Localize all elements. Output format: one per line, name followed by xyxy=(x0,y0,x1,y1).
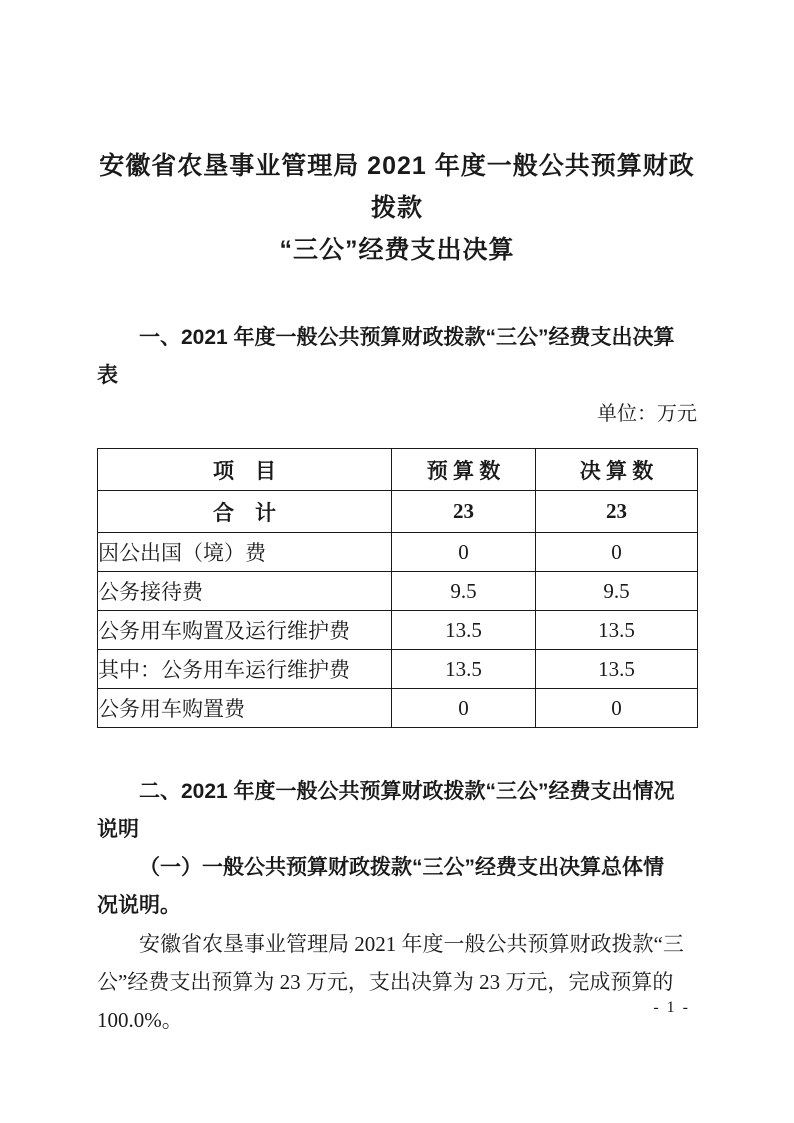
section2-heading-line-2: 说明 xyxy=(97,818,139,841)
row-final-vehicle-operation: 13.5 xyxy=(536,650,698,689)
expense-table xyxy=(97,448,698,728)
row-final-vehicle-purchase: 0 xyxy=(536,689,698,728)
document-title xyxy=(97,145,697,271)
row-budget-abroad: 0 xyxy=(392,533,536,572)
row-final-reception: 9.5 xyxy=(536,572,698,611)
section2-sub-heading-line-1: （一）一般公共预算财政拨款“三公”经费支出决算总体情 xyxy=(139,856,664,879)
section2-heading xyxy=(97,773,697,849)
paragraph-line-1: 安徽省农垦事业管理局 2021 年度一般公共预算财政拨款“三 xyxy=(139,932,684,956)
section1-heading-line-1: 一、2021 年度一般公共预算财政拨款“三公”经费支出决算 xyxy=(139,326,675,349)
header-budget: 预 算 数 xyxy=(392,449,536,491)
document-title-line-1: 安徽省农垦事业管理局 2021 年度一般公共预算财政拨款 xyxy=(99,152,695,222)
document-title-line-2: “三公”经费支出决算 xyxy=(279,236,515,264)
row-final-vehicle-total: 13.5 xyxy=(536,611,698,650)
row-label-vehicle-total: 公务用车购置及运行维护费 xyxy=(98,611,392,650)
section2-heading-line-1: 二、2021 年度一般公共预算财政拨款“三公”经费支出情况 xyxy=(139,780,675,803)
row-label-vehicle-purchase: 公务用车购置费 xyxy=(98,689,392,728)
row-budget-total: 23 xyxy=(392,491,536,533)
table-row-vehicle-total xyxy=(98,611,698,650)
section2-sub-heading xyxy=(97,849,697,925)
unit-label: 单位：万元 xyxy=(597,403,697,425)
section1-heading-line-2: 表 xyxy=(97,364,118,387)
section1-heading xyxy=(97,319,697,395)
row-budget-vehicle-purchase: 0 xyxy=(392,689,536,728)
row-label-reception: 公务接待费 xyxy=(98,572,392,611)
row-budget-reception: 9.5 xyxy=(392,572,536,611)
table-row-abroad xyxy=(98,533,698,572)
header-final: 决 算 数 xyxy=(536,449,698,491)
paragraph-line-3: 100.0%。 xyxy=(97,1008,183,1032)
table-row-total xyxy=(98,491,698,533)
row-final-abroad: 0 xyxy=(536,533,698,572)
row-budget-vehicle-operation: 13.5 xyxy=(392,650,536,689)
row-label-total: 合 计 xyxy=(98,491,392,533)
table-row-reception xyxy=(98,572,698,611)
section2-sub-heading-line-2: 况说明。 xyxy=(97,894,181,917)
section2-paragraph xyxy=(97,925,697,1039)
page-number: - 1 - xyxy=(653,999,690,1016)
paragraph-line-2: 公”经费支出预算为 23 万元，支出决算为 23 万元，完成预算的 xyxy=(97,970,674,994)
row-final-total: 23 xyxy=(536,491,698,533)
row-budget-vehicle-total: 13.5 xyxy=(392,611,536,650)
table-header-row xyxy=(98,449,698,491)
row-label-abroad: 因公出国（境）费 xyxy=(98,533,392,572)
row-label-vehicle-operation: 其中：公务用车运行维护费 xyxy=(98,650,392,689)
table-row-vehicle-purchase xyxy=(98,689,698,728)
header-item: 项 目 xyxy=(98,449,392,491)
table-row-vehicle-operation xyxy=(98,650,698,689)
